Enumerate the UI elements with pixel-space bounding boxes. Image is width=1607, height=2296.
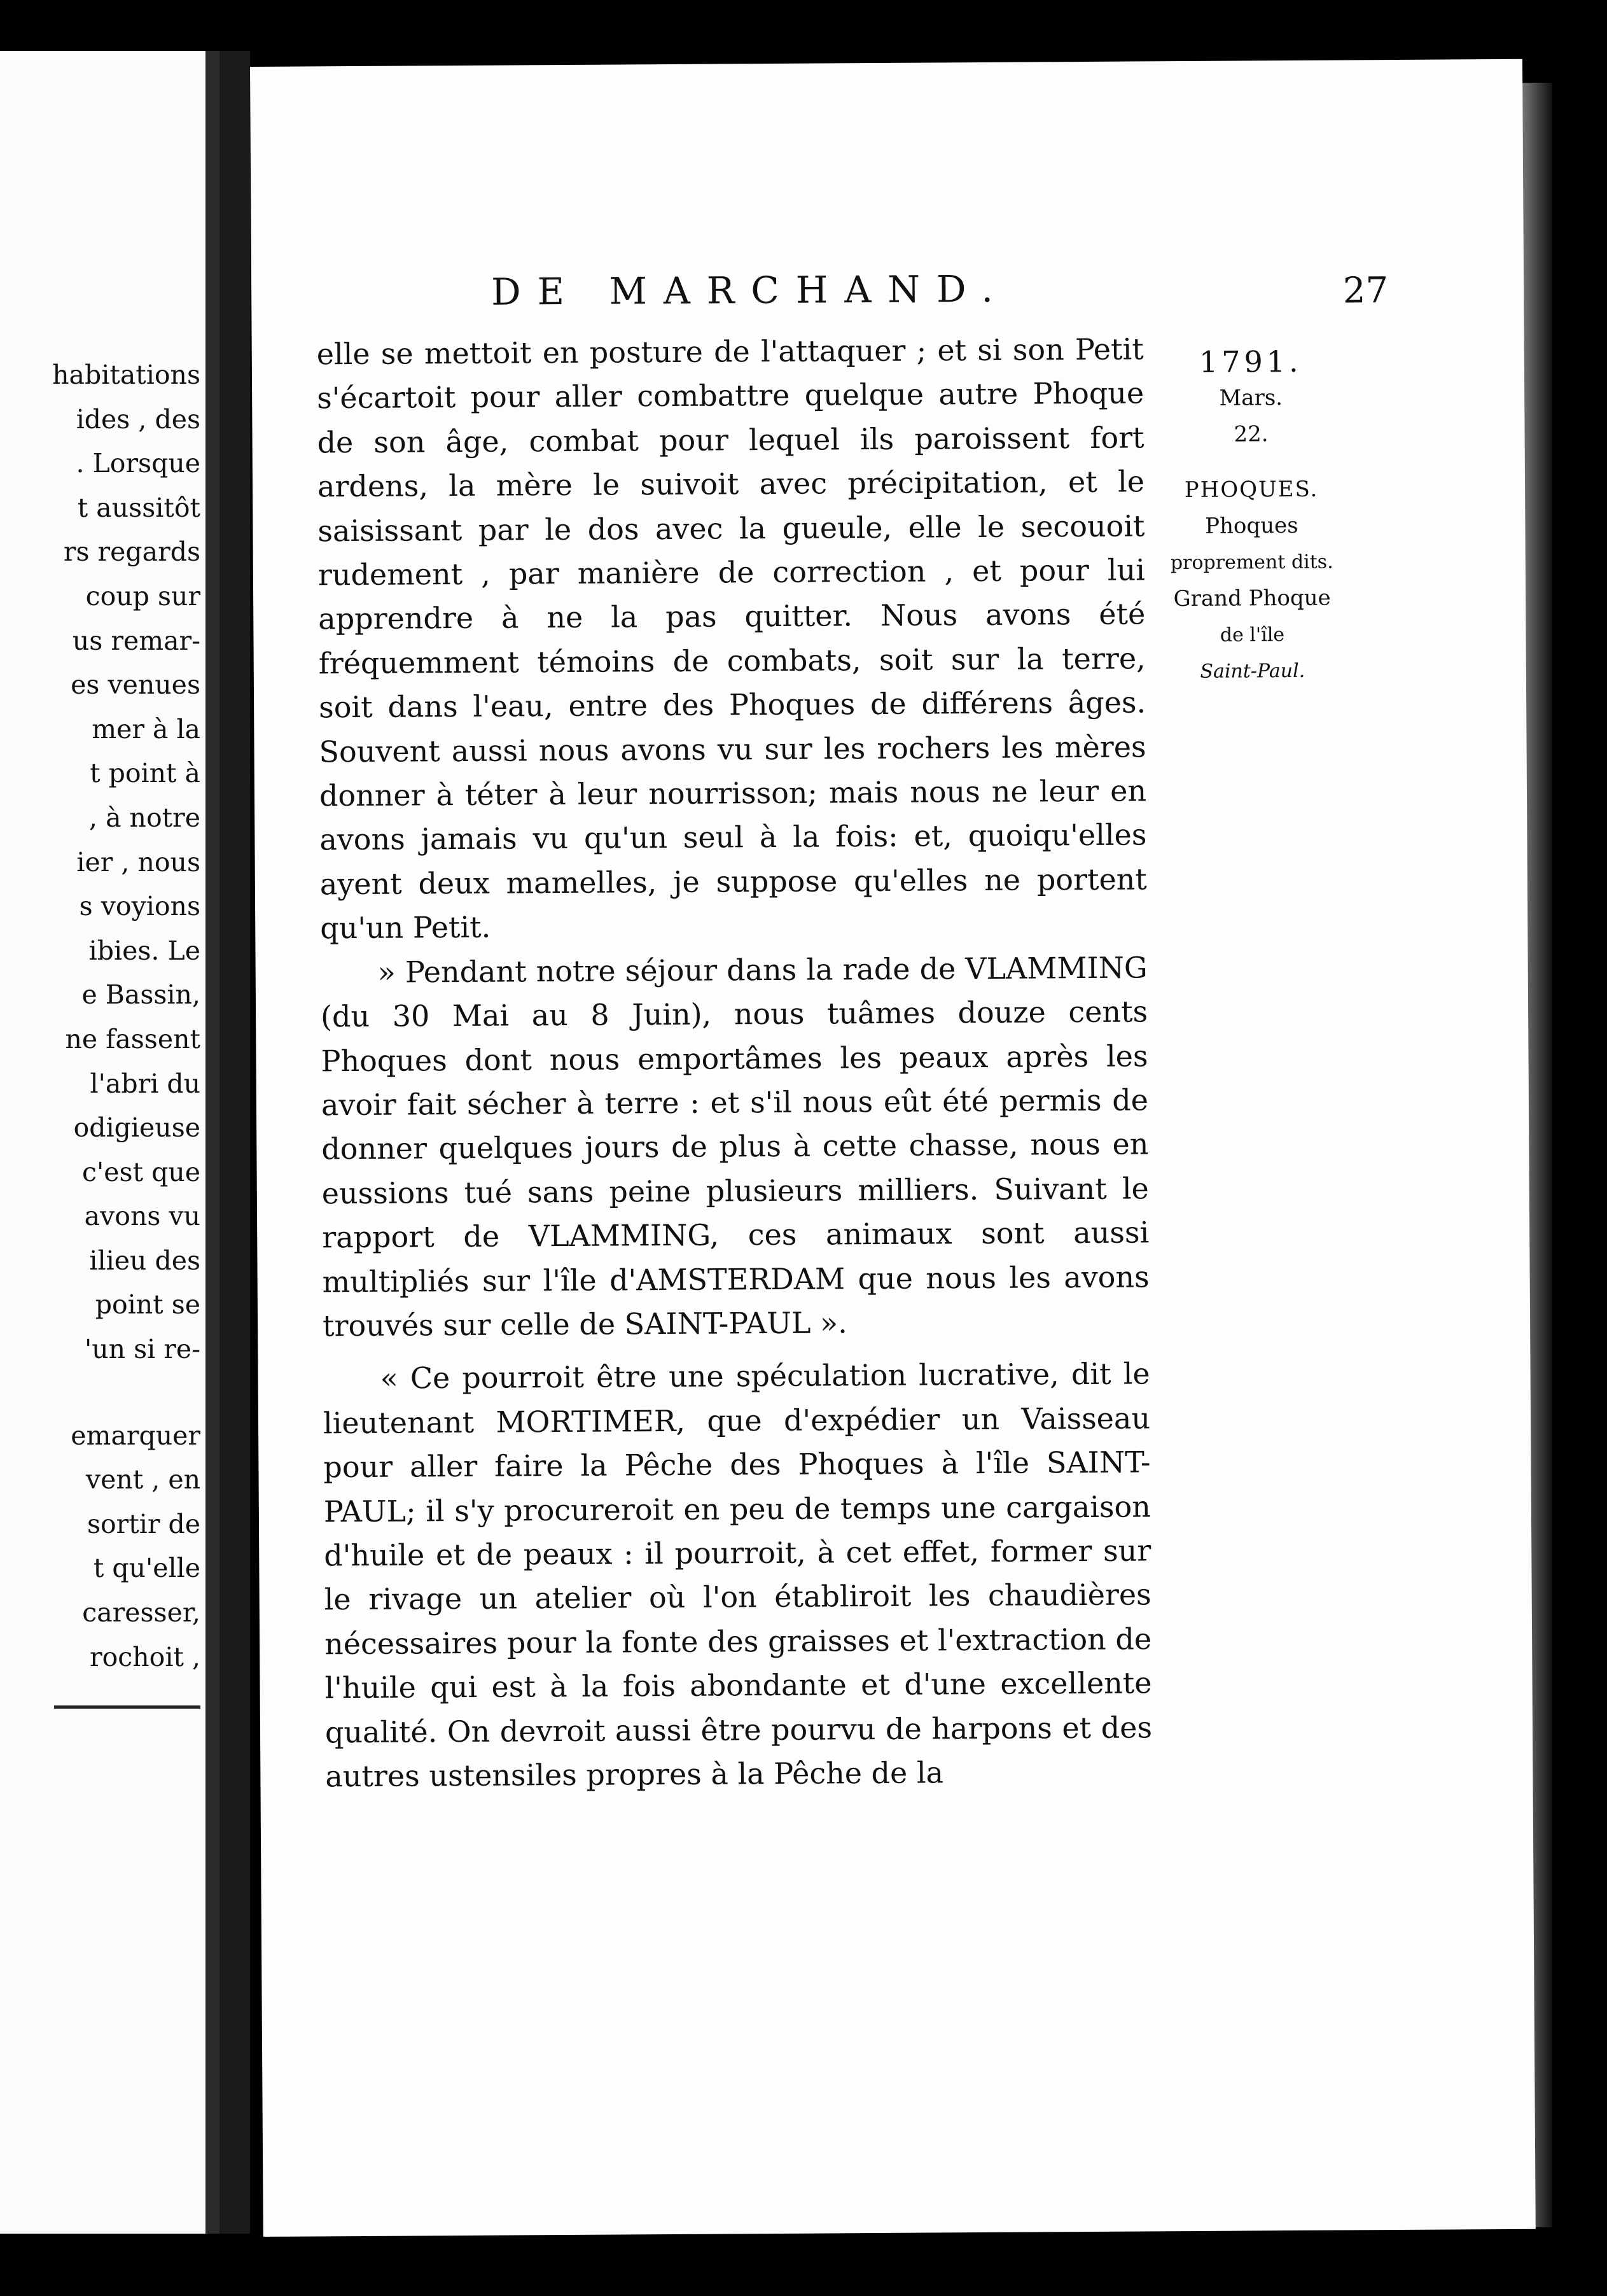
previous-page-line-a-12: ier , nous <box>76 846 200 878</box>
footnote-rule <box>54 1705 200 1709</box>
previous-page-line-a-20: avons vu <box>84 1201 200 1232</box>
main-text <box>317 327 1153 1798</box>
previous-page-line-a-1: habitations <box>52 360 200 390</box>
margin-day: 22. <box>1234 421 1269 447</box>
running-header <box>491 265 1388 314</box>
paragraph-3: « Ce pourroit être une spéculation lucrative, dit le lieutenant MORTIMER, que d'expédier un Vaisseau pour aller faire la Pêche des Phoques à l'île SAINT-PAUL; il s'y procureroit en peu de temps une cargaison d'huile et de peaux : il pourroit, à cet effet, former sur le rivage un atelier où l'on établiroit les chaudières nécessaires pour la fonte des graisses et l'extraction de l'huile qui est à la fois abondante et d'une excellente qualité. On devroit aussi être pourvu de harpons et des autres ustensiles propres à la Pêche de la <box>323 1356 1153 1794</box>
margin-sub1-line1: Phoques <box>1205 512 1298 539</box>
running-title: DE MARCHAND. <box>490 267 1010 314</box>
margin-sub2-line1: Grand Phoque <box>1173 585 1331 612</box>
page-number: 27 <box>1342 270 1389 312</box>
previous-page-line-a-7: us remar- <box>72 625 200 656</box>
previous-page-line-a-9: mer à la <box>92 713 200 745</box>
previous-page-line-a-23: 'un si re- <box>84 1334 200 1365</box>
margin-sub1-line2: proprement dits. <box>1170 550 1333 575</box>
previous-page-line-b-6: rochoit , <box>90 1641 200 1672</box>
margin-year: 1791. <box>1199 344 1302 379</box>
previous-page-line-a-19: c'est que <box>82 1156 200 1187</box>
previous-page-line-a-22: point se <box>95 1289 200 1320</box>
previous-page-line-a-14: ibies. Le <box>88 935 200 966</box>
margin-sub2-line3: Saint-Paul. <box>1200 659 1305 683</box>
previous-page-line-a-11: , à notre <box>89 802 200 833</box>
previous-page-gutter <box>205 51 219 2234</box>
previous-page-line-a-3: . Lorsque <box>76 448 200 479</box>
previous-page-line-a-4: t aussitôt <box>77 492 200 523</box>
margin-sub2-line2: de l'île <box>1220 624 1285 647</box>
paragraph-1: elle se mettoit en posture de l'attaquer ; et si son Petit s'écartoit pour aller combattre quelque autre Phoque de son âge, combat pour lequel ils paroissent fort ardens, la mère le suivoit avec précipitation, et le saisissant par le dos avec la gueule, elle le secouoit rudement , par manière de correction , et pour lui apprendre à ne la pas quitter. Nous avons été fréquemment témoins de combats, soit sur la terre, soit dans l'eau, entre des Phoques de différens âges. Souvent aussi nous avons vu sur les rochers les mères donner à téter à leur nourrisson; mais nous ne leur en avons jamais vu qu'un seul à la fois: et, quoiqu'elles ayent deux mamelles, je suppose qu'elles ne portent qu'un Petit. <box>316 332 1147 946</box>
previous-page <box>0 51 223 2234</box>
previous-page-line-a-15: e Bassin, <box>81 979 200 1011</box>
previous-page-line-a-13: s voyions <box>79 891 200 922</box>
previous-page-line-b-4: t qu'elle <box>93 1553 200 1584</box>
previous-page-line-a-6: coup sur <box>85 580 200 612</box>
previous-page-line-a-2: ides , des <box>76 403 200 435</box>
previous-page-line-b-5: caresser, <box>82 1597 200 1628</box>
previous-page-text <box>52 353 200 1679</box>
book-spine <box>223 51 250 2234</box>
previous-page-line-b-1: emarquer <box>71 1420 200 1451</box>
previous-page-line-a-10: t point à <box>90 758 200 789</box>
margin-notes <box>1155 343 1348 690</box>
paragraph-2: » Pendant notre séjour dans la rade de VLAMMING (du 30 Mai au 8 Juin), nous tuâmes douze cents Phoques dont nous emportâmes les peaux après les avoir fait sécher à terre : et s'il nous eût été permis de donner quelques jours de plus à cette chasse, nous en eussions tué sans peine plusieurs milliers. Suivant le rapport de VLAMMING, ces animaux sont aussi multipliés sur l'île d'AMSTERDAM que nous les avons trouvés sur celle de SAINT-PAUL ». <box>320 950 1150 1343</box>
previous-page-lines-top <box>52 353 200 1372</box>
previous-page-line-a-21: ilieu des <box>89 1245 200 1276</box>
previous-page-line-a-17: l'abri du <box>90 1068 200 1099</box>
previous-page-line-a-18: odigieuse <box>73 1112 200 1144</box>
previous-page-line-a-8: es venues <box>71 669 200 701</box>
margin-month: Mars. <box>1219 385 1283 411</box>
current-page <box>250 59 1536 2237</box>
previous-page-line-a-5: rs regards <box>63 536 200 568</box>
margin-topic: PHOQUES. <box>1184 476 1319 503</box>
previous-page-line-b-3: sortir de <box>87 1508 200 1539</box>
previous-page-line-a-16: ne fassent <box>65 1023 200 1054</box>
previous-page-line-b-2: vent , en <box>85 1464 200 1495</box>
previous-page-lines-bottom <box>52 1414 200 1680</box>
